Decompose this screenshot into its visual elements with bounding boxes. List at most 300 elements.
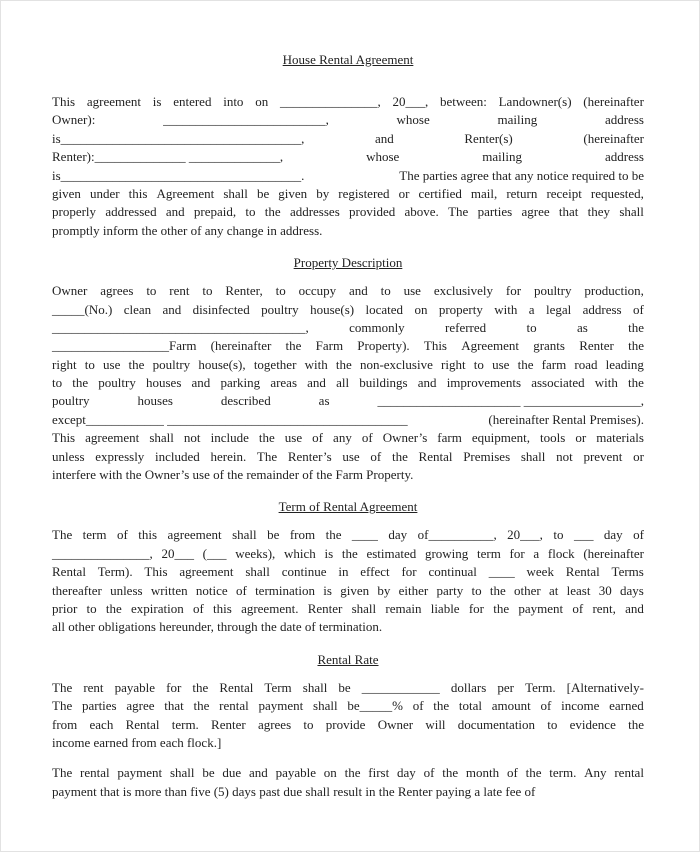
- text-segment: to: [380, 283, 391, 299]
- text-segment: of: [572, 600, 584, 616]
- text-segment: and: [307, 375, 326, 391]
- text-segment: on: [255, 94, 269, 109]
- text-segment: be: [202, 765, 215, 781]
- text-segment: for: [509, 545, 525, 561]
- text-segment: shall: [245, 564, 270, 580]
- text-line: [52, 563, 644, 581]
- text-segment: to: [547, 716, 558, 732]
- document-title: House Rental Agreement: [282, 52, 414, 67]
- text-segment: given: [340, 582, 370, 598]
- text-segment: interfere with the Owner’s use of the remainder of the Farm Property.: [52, 467, 414, 483]
- text-segment: of: [423, 765, 435, 781]
- text-segment: not: [556, 448, 573, 464]
- text-line: [52, 679, 644, 697]
- section-intro: [52, 93, 644, 240]
- text-segment: and: [417, 375, 437, 391]
- text-segment: first: [368, 765, 390, 781]
- text-segment: the: [628, 375, 644, 391]
- text-segment: clean: [123, 301, 152, 317]
- text-segment: other: [514, 582, 541, 598]
- text-segment: and: [165, 204, 185, 220]
- text-segment: be: [256, 185, 270, 201]
- text-segment: of: [116, 527, 128, 543]
- text-segment: _____(No.): [52, 301, 113, 317]
- text-segment: at: [549, 582, 559, 598]
- text-segment: with: [494, 301, 518, 317]
- text-segment: Farm: [315, 338, 344, 354]
- text-segment: ____: [351, 527, 378, 543]
- text-segment: rental: [80, 765, 110, 781]
- text-segment: for: [468, 600, 484, 616]
- text-segment: day: [397, 765, 416, 781]
- text-segment: of__________,: [417, 527, 497, 543]
- text-segment: (hereinafter Rental Premises).: [488, 411, 644, 427]
- text-segment: shall: [520, 448, 546, 464]
- text-segment: except____________ _____________________________________: [52, 411, 408, 427]
- text-line: [52, 582, 644, 600]
- text-segment: Term).: [97, 564, 133, 580]
- text-segment: addresses: [289, 204, 340, 220]
- text-segment: continual: [428, 564, 477, 580]
- text-line: [52, 167, 644, 185]
- text-segment: requested,: [590, 185, 644, 201]
- text-segment: Agreement: [461, 338, 519, 354]
- text-segment: houses: [137, 393, 173, 409]
- text-segment: shall: [619, 204, 644, 220]
- text-segment: to: [86, 600, 97, 616]
- text-segment: (hereinafter: [583, 94, 644, 109]
- text-segment: Owner: [377, 716, 414, 732]
- text-segment: include: [210, 430, 249, 446]
- text-segment: referred: [445, 319, 487, 335]
- text-segment: (hereinafter: [210, 338, 272, 354]
- text-segment: to: [202, 283, 213, 299]
- text-segment: associated: [531, 375, 585, 391]
- text-segment: the: [105, 600, 122, 616]
- text-segment: (___: [202, 545, 227, 561]
- text-segment: that: [164, 698, 184, 714]
- text-segment: mailing: [497, 112, 538, 128]
- text-segment: The: [256, 448, 278, 464]
- text-segment: Terms: [611, 564, 644, 580]
- text-segment: is: [152, 94, 162, 109]
- text-segment: amount: [491, 698, 531, 714]
- text-segment: is_____________________________________.: [52, 167, 305, 183]
- text-segment: Term: [264, 679, 292, 695]
- text-segment: any: [333, 430, 352, 446]
- text-segment: address: [604, 149, 644, 165]
- text-segment: together: [253, 356, 297, 372]
- text-line: [52, 203, 644, 221]
- text-segment: be_____%: [347, 698, 403, 714]
- text-segment: disinfected: [192, 301, 250, 317]
- text-segment: road: [574, 356, 598, 372]
- text-segment: not: [183, 430, 201, 446]
- text-segment: shall: [302, 679, 328, 695]
- text-segment: income earned from each flock.]: [52, 734, 222, 750]
- section-term: [52, 498, 644, 636]
- text-segment: the: [442, 765, 459, 781]
- text-segment: 20___,: [507, 527, 543, 543]
- text-segment: of: [361, 430, 373, 446]
- text-segment: written: [150, 582, 188, 598]
- text-segment: Landowner(s): [498, 94, 572, 109]
- text-line: [52, 130, 644, 148]
- text-segment: per: [497, 679, 514, 695]
- text-segment: agree: [521, 204, 550, 220]
- text-segment: to: [473, 356, 484, 372]
- text-segment: poultry: [533, 283, 572, 299]
- text-line: [52, 301, 644, 319]
- text-segment: the: [391, 448, 408, 464]
- text-segment: The: [52, 679, 73, 695]
- text-segment: agreement: [167, 527, 222, 543]
- text-segment: Owner: [52, 283, 88, 299]
- text-line: [52, 111, 644, 129]
- text-segment: Renter’s: [287, 448, 332, 464]
- text-line: [52, 374, 644, 392]
- text-segment: unless: [110, 582, 143, 598]
- text-segment: tools: [540, 430, 566, 446]
- text-segment: of: [633, 301, 644, 317]
- text-segment: they: [587, 204, 611, 220]
- text-segment: the: [193, 698, 210, 714]
- document-body: [52, 51, 644, 801]
- text-segment: of: [235, 582, 247, 598]
- text-segment: right: [441, 356, 466, 372]
- text-segment: houses: [146, 375, 182, 391]
- text-segment: total: [458, 698, 483, 714]
- text-segment: liable: [430, 600, 460, 616]
- text-segment: located: [365, 301, 404, 317]
- text-segment: improvements: [446, 375, 522, 391]
- text-segment: effect: [360, 564, 390, 580]
- text-segment: agreement.: [241, 600, 299, 616]
- text-line: [52, 734, 644, 752]
- text-segment: all other obligations hereunder, through the date of termination.: [52, 619, 383, 635]
- text-segment: herein.: [210, 448, 247, 464]
- text-segment: by: [316, 185, 330, 201]
- text-segment: Rental: [125, 716, 160, 732]
- text-segment: _______________,: [52, 545, 153, 561]
- text-segment: to: [275, 283, 286, 299]
- text-segment: provided: [349, 204, 396, 220]
- text-segment: the: [525, 765, 542, 781]
- text-segment: Renter(s): [464, 130, 513, 146]
- text-segment: the: [489, 582, 506, 598]
- text-segment: the: [285, 338, 302, 354]
- text-segment: use: [103, 356, 121, 372]
- text-segment: (hereinafter: [583, 130, 644, 146]
- text-segment: payment: [117, 765, 163, 781]
- text-line: [52, 545, 644, 563]
- text-segment: the: [128, 356, 145, 372]
- text-segment: and: [248, 765, 268, 781]
- text-segment: evidence: [569, 716, 616, 732]
- text-segment: Term.: [525, 679, 556, 695]
- text-segment: included: [155, 448, 200, 464]
- text-segment: property: [438, 301, 483, 317]
- text-segment: dollars: [450, 679, 487, 695]
- text-segment: the: [335, 356, 352, 372]
- text-segment: by: [377, 582, 391, 598]
- text-segment: shall: [232, 527, 257, 543]
- text-segment: materials: [596, 430, 644, 446]
- text-segment: return: [506, 185, 538, 201]
- text-segment: exclusively: [433, 283, 494, 299]
- text-segment: the: [341, 545, 358, 561]
- text-segment: continue: [281, 564, 327, 580]
- text-segment: to: [84, 356, 95, 372]
- text-segment: rent,: [592, 600, 616, 616]
- text-segment: term: [477, 545, 501, 561]
- text-segment: which: [283, 545, 316, 561]
- text-segment: use: [403, 283, 421, 299]
- text-segment: and: [625, 600, 644, 616]
- text-segment: shall: [169, 765, 195, 781]
- text-segment: right: [52, 356, 77, 372]
- text-segment: will: [425, 716, 446, 732]
- text-segment: for: [401, 564, 417, 580]
- text-segment: Rental: [418, 448, 453, 464]
- text-segment: is: [324, 545, 334, 561]
- text-segment: whose: [366, 149, 400, 165]
- text-line: [52, 600, 644, 618]
- text-segment: payable: [114, 679, 156, 695]
- text-segment: This: [52, 94, 76, 109]
- text-segment: farm: [437, 430, 462, 446]
- text-segment: or: [633, 448, 644, 464]
- sections-container: [52, 93, 644, 801]
- text-segment: mailing: [482, 149, 522, 165]
- text-segment: rental: [614, 765, 644, 781]
- text-segment: areas: [270, 375, 298, 391]
- text-segment: poultry: [52, 393, 90, 409]
- text-segment: prior: [52, 600, 78, 616]
- text-segment: This: [144, 564, 168, 580]
- text-segment: shall: [149, 430, 174, 446]
- text-segment: the: [344, 765, 361, 781]
- text-segment: parties: [477, 204, 513, 220]
- text-segment: use: [492, 356, 510, 372]
- text-segment: payable: [275, 765, 316, 781]
- text-segment: under: [89, 185, 120, 201]
- text-segment: the: [325, 527, 342, 543]
- text-segment: legal: [545, 301, 572, 317]
- text-segment: or: [575, 430, 587, 446]
- text-segment: Renter: [579, 338, 614, 354]
- text-segment: ____: [488, 564, 515, 580]
- text-line: [52, 392, 644, 410]
- text-segment: ____________: [361, 679, 440, 695]
- text-segment: of: [540, 698, 552, 714]
- paragraph: [52, 764, 644, 801]
- section-property-description: [52, 254, 644, 484]
- text-segment: to: [52, 375, 63, 391]
- text-segment: promptly inform the other of any change in address.: [52, 222, 323, 238]
- text-segment: 20___: [161, 545, 194, 561]
- text-segment: documentation: [457, 716, 536, 732]
- text-line: [52, 448, 644, 466]
- text-segment: production,: [584, 283, 644, 299]
- text-segment: agree: [126, 698, 155, 714]
- text-segment: expressly: [95, 448, 145, 464]
- text-segment: Rental: [52, 564, 86, 580]
- text-segment: agreement: [86, 94, 142, 109]
- text-segment: entered: [173, 94, 212, 109]
- text-segment: Renter: [211, 716, 246, 732]
- text-segment: to: [471, 582, 482, 598]
- text-segment: _________________________,: [163, 112, 329, 128]
- text-segment: agreement: [85, 430, 140, 446]
- text-segment: shall: [223, 185, 248, 201]
- text-segment: the: [628, 319, 644, 335]
- text-segment: prepaid,: [193, 204, 237, 220]
- text-segment: Property).: [357, 338, 410, 354]
- text-segment: remain: [385, 600, 422, 616]
- text-segment: Any: [584, 765, 607, 781]
- text-segment: farm: [541, 356, 567, 372]
- text-segment: receipt: [546, 185, 582, 201]
- text-line: [52, 783, 644, 801]
- text-segment: grants: [533, 338, 565, 354]
- text-segment: the: [433, 698, 450, 714]
- text-segment: unless: [52, 448, 85, 464]
- text-segment: and: [375, 130, 394, 146]
- text-line: [52, 319, 644, 337]
- text-segment: days: [620, 582, 644, 598]
- text-segment: as: [576, 319, 588, 335]
- section-heading: Term of Rental Agreement: [278, 499, 418, 515]
- text-segment: the: [628, 338, 644, 354]
- text-segment: to: [146, 283, 157, 299]
- text-segment: in: [338, 564, 349, 580]
- text-segment: [Alternatively-: [566, 679, 644, 695]
- text-segment: shall: [351, 600, 377, 616]
- text-segment: weeks),: [235, 545, 276, 561]
- text-segment: of: [633, 527, 644, 543]
- text-segment: into: [223, 94, 244, 109]
- text-segment: between:: [439, 94, 487, 109]
- text-segment: and: [191, 375, 211, 391]
- text-segment: Rental: [565, 564, 600, 580]
- text-segment: buildings: [359, 375, 408, 391]
- text-segment: a: [533, 545, 540, 561]
- text-segment: is: [323, 582, 332, 598]
- text-segment: to: [553, 527, 564, 543]
- text-segment: Owner’s: [382, 430, 428, 446]
- text-segment: _______________________________________,: [52, 319, 309, 335]
- text-segment: poultry: [261, 301, 299, 317]
- text-segment: earned: [609, 698, 644, 714]
- text-segment: parties: [81, 698, 117, 714]
- text-line: [52, 697, 644, 715]
- text-segment: agrees: [100, 283, 134, 299]
- text-segment: agreement: [179, 564, 234, 580]
- text-segment: as: [318, 393, 330, 409]
- text-segment: day: [603, 527, 623, 543]
- text-segment: given: [278, 185, 308, 201]
- text-segment: parking: [220, 375, 261, 391]
- text-line: [52, 93, 644, 111]
- text-line: [52, 222, 644, 240]
- text-segment: poultry: [152, 356, 191, 372]
- text-segment: The: [52, 698, 73, 714]
- paragraph: [52, 526, 644, 636]
- text-segment: for: [166, 679, 182, 695]
- paragraph: [52, 93, 644, 240]
- text-segment: the: [517, 356, 534, 372]
- text-segment: rental: [219, 698, 249, 714]
- text-segment: non-exclusive: [359, 356, 433, 372]
- text-segment: the: [264, 204, 281, 220]
- text-segment: term: [82, 527, 107, 543]
- text-segment: due: [222, 765, 242, 781]
- text-segment: described: [220, 393, 271, 409]
- text-segment: Renter,: [225, 283, 263, 299]
- text-segment: provide: [325, 716, 366, 732]
- text-segment: this: [138, 527, 158, 543]
- text-segment: commonly: [349, 319, 405, 335]
- text-segment: leading: [605, 356, 644, 372]
- text-segment: rent: [83, 679, 104, 695]
- text-segment: be: [338, 679, 351, 695]
- text-segment: (hereinafter: [583, 545, 644, 561]
- text-segment: agrees: [257, 716, 292, 732]
- text-segment: this: [213, 600, 232, 616]
- text-segment: the: [258, 430, 275, 446]
- text-segment: on: [414, 301, 428, 317]
- text-segment: ___: [573, 527, 594, 543]
- text-segment: payment: [518, 600, 564, 616]
- text-segment: estimated: [366, 545, 417, 561]
- paragraph: [52, 679, 644, 753]
- text-segment: payment: [258, 698, 304, 714]
- text-segment: Owner):: [52, 112, 96, 128]
- text-segment: 30: [598, 582, 612, 598]
- text-segment: Rental: [219, 679, 254, 695]
- text-segment: house(s),: [198, 356, 246, 372]
- text-segment: a: [528, 301, 535, 317]
- text-segment: Renter: [307, 600, 343, 616]
- text-segment: poultry: [98, 375, 136, 391]
- text-segment: termination: [255, 582, 315, 598]
- text-line: [52, 185, 644, 203]
- text-segment: to: [245, 204, 256, 220]
- text-segment: Renter):______________ ______________,: [52, 149, 284, 165]
- text-segment: of: [192, 600, 204, 616]
- text-line: [52, 148, 644, 166]
- text-segment: mail,: [470, 185, 498, 201]
- text-segment: to: [526, 319, 537, 335]
- text-segment: use: [342, 448, 360, 464]
- text-segment: term.: [549, 765, 577, 781]
- text-segment: the: [493, 600, 510, 616]
- text-segment: either: [398, 582, 429, 598]
- text-segment: prevent: [583, 448, 623, 464]
- text-line: [52, 337, 644, 355]
- text-segment: least: [566, 582, 591, 598]
- text-segment: notice: [195, 582, 228, 598]
- text-line: [52, 356, 644, 374]
- text-segment: day: [388, 527, 408, 543]
- section-heading: Property Description: [293, 255, 403, 271]
- text-segment: week: [526, 564, 554, 580]
- text-segment: of: [312, 430, 324, 446]
- text-segment: of: [412, 698, 424, 714]
- text-segment: and: [349, 283, 368, 299]
- text-segment: Premises: [463, 448, 511, 464]
